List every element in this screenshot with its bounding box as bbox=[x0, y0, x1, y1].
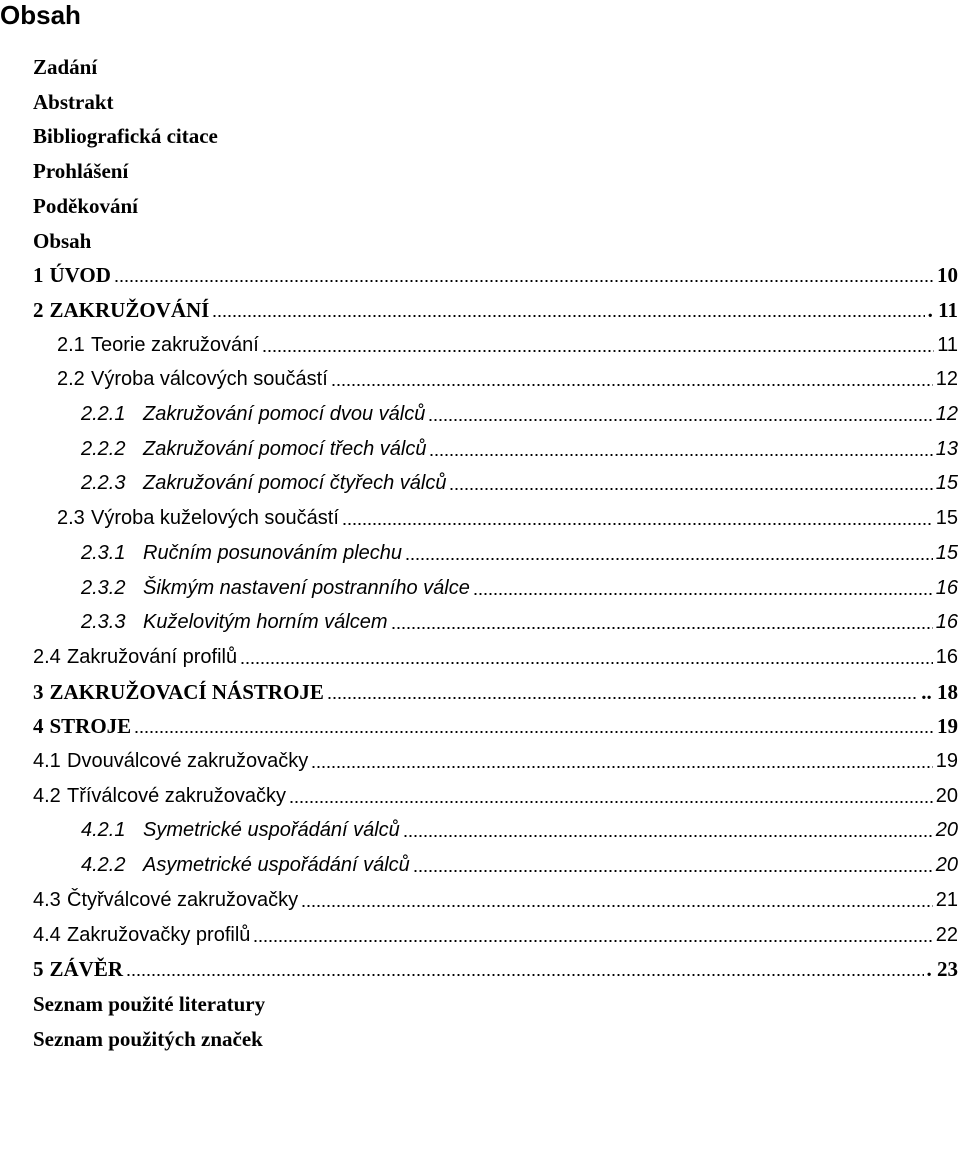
toc-entry-label bbox=[81, 571, 470, 605]
toc-entry-title: Symetrické uspořádání válců bbox=[143, 819, 400, 842]
toc-entry[interactable] bbox=[0, 536, 960, 570]
toc-entry-number: 2 bbox=[33, 297, 44, 322]
toc-entry-label bbox=[33, 640, 237, 674]
toc-entry-label bbox=[57, 362, 328, 396]
toc-entry[interactable] bbox=[0, 952, 960, 986]
toc-entry-label bbox=[33, 883, 298, 917]
toc-entry-title: ZÁVĚR bbox=[49, 957, 124, 982]
toc-entry-title: Zadání bbox=[33, 55, 98, 79]
toc-entry[interactable] bbox=[0, 293, 960, 327]
toc-entry-page: 21 bbox=[935, 888, 958, 911]
toc-entry-label bbox=[33, 779, 286, 813]
toc-entry-title: Výroba kuželových součástí bbox=[91, 507, 339, 530]
toc-entry-page: 15 bbox=[935, 507, 958, 530]
page-title: Obsah bbox=[0, 0, 81, 30]
toc-entry-number: 2.3 bbox=[57, 507, 85, 530]
dot-leader bbox=[473, 593, 933, 595]
toc-entry-number: 2.2.2 bbox=[81, 437, 126, 460]
toc-entry-label bbox=[0, 85, 114, 119]
toc-entry-label bbox=[33, 293, 209, 327]
toc-entry-label bbox=[0, 1022, 263, 1056]
dot-leader bbox=[405, 558, 933, 560]
toc-entry-label bbox=[81, 536, 402, 570]
toc-entry[interactable] bbox=[0, 50, 960, 84]
toc-entry-page: 10 bbox=[937, 263, 958, 288]
toc-entry[interactable] bbox=[0, 605, 960, 639]
toc-entry[interactable] bbox=[0, 1022, 960, 1056]
toc-entry[interactable] bbox=[0, 675, 960, 709]
dot-leader bbox=[327, 697, 918, 699]
dot-leader bbox=[289, 801, 933, 803]
toc-entry-number: 5 bbox=[33, 957, 44, 982]
toc-entry-page: 19 bbox=[937, 714, 958, 739]
toc-entry-number: 4 bbox=[33, 714, 44, 739]
toc-entry[interactable] bbox=[0, 848, 960, 882]
toc-entry-label bbox=[81, 605, 388, 639]
dot-leader bbox=[134, 731, 934, 733]
toc-entry-title: Poděkování bbox=[33, 193, 139, 218]
toc-entry-page: . 11 bbox=[927, 297, 958, 322]
toc-entry-number: 2.2 bbox=[57, 368, 85, 391]
toc-entry[interactable] bbox=[0, 119, 960, 153]
toc-entry[interactable] bbox=[0, 224, 960, 258]
toc-entry-page: 16 bbox=[935, 611, 958, 634]
toc-entry-title: Asymetrické uspořádání válců bbox=[143, 854, 410, 877]
toc-entry-number: 4.2 bbox=[33, 784, 61, 807]
toc-entry-label bbox=[33, 744, 308, 778]
toc-entry-title: Bibliografická citace bbox=[33, 124, 218, 149]
toc-entry-number: 4.2.2 bbox=[81, 854, 126, 877]
toc-entry-label bbox=[0, 987, 265, 1021]
dot-leader bbox=[429, 454, 932, 456]
toc-entry[interactable] bbox=[0, 987, 960, 1021]
toc-entry-number: 4.2.1 bbox=[81, 819, 126, 842]
toc-entry-page: 12 bbox=[935, 368, 958, 391]
toc-entry-page: 13 bbox=[935, 437, 958, 460]
toc-entry[interactable] bbox=[0, 362, 960, 396]
dot-leader bbox=[403, 835, 933, 837]
toc-entry-label bbox=[33, 675, 324, 709]
toc-entry-label bbox=[33, 258, 111, 292]
dot-leader bbox=[240, 662, 933, 664]
toc-entry[interactable] bbox=[0, 154, 960, 188]
toc-entry-label bbox=[0, 50, 97, 84]
toc-entry-page: 12 bbox=[935, 403, 958, 425]
dot-leader bbox=[342, 523, 933, 525]
toc-entry[interactable] bbox=[0, 744, 960, 778]
toc-entry-page: 22 bbox=[935, 923, 958, 946]
toc-entry-label bbox=[33, 918, 250, 952]
toc-entry[interactable] bbox=[0, 85, 960, 119]
toc-entry[interactable] bbox=[0, 397, 960, 431]
toc-entry[interactable] bbox=[0, 328, 960, 362]
toc-entry-title: Obsah bbox=[33, 228, 92, 253]
toc-entry-number: 2.3.3 bbox=[81, 611, 126, 634]
toc-entry-title: Ručním posunováním plechu bbox=[143, 541, 403, 564]
toc-entry-number: 2.2.3 bbox=[81, 472, 126, 495]
toc-entry-title: ZAKRUŽOVACÍ NÁSTROJE bbox=[49, 679, 324, 704]
toc-entry-title: Zakružování pomocí dvou válců bbox=[143, 403, 426, 425]
toc-entry-page: 16 bbox=[935, 645, 958, 668]
toc-entry-page: 15 bbox=[935, 472, 958, 495]
dot-leader bbox=[331, 384, 933, 386]
toc-entry[interactable] bbox=[0, 189, 960, 223]
toc-entry-label bbox=[0, 224, 91, 258]
toc-entry[interactable] bbox=[0, 918, 960, 952]
toc-entry[interactable] bbox=[0, 709, 960, 743]
toc-entry-page: 20 bbox=[935, 854, 958, 877]
toc-entry-page: . 23 bbox=[926, 957, 958, 982]
toc-entry-label bbox=[81, 848, 410, 882]
dot-leader bbox=[311, 766, 933, 768]
toc-entry-title: STROJE bbox=[49, 714, 132, 739]
dot-leader bbox=[391, 627, 933, 629]
toc-entry[interactable] bbox=[0, 813, 960, 847]
dot-leader bbox=[114, 280, 934, 282]
dot-leader bbox=[301, 905, 933, 907]
toc-entry-title: Zakružování pomocí třech válců bbox=[143, 437, 427, 460]
toc-entry-number: 3 bbox=[33, 679, 44, 704]
toc-entry-label bbox=[33, 709, 131, 743]
toc-entry-title: Šikmým nastavení postranního válce bbox=[143, 576, 470, 599]
toc-entry-label bbox=[0, 189, 138, 223]
toc-entry-label bbox=[0, 119, 218, 153]
toc-entry[interactable] bbox=[0, 432, 960, 466]
toc-entry-number: 2.3.1 bbox=[81, 541, 126, 564]
toc-entry-title: Abstrakt bbox=[33, 89, 114, 114]
toc-entry-page: 19 bbox=[935, 750, 958, 772]
toc-entry-label bbox=[57, 328, 259, 362]
dot-leader bbox=[449, 488, 932, 490]
toc-entry-number: 2.3.2 bbox=[81, 576, 126, 599]
toc-entry-number: 1 bbox=[33, 263, 44, 288]
toc-entry[interactable] bbox=[0, 258, 960, 292]
toc-entry-title: Kuželovitým horním válcem bbox=[143, 611, 388, 634]
toc-entry-label bbox=[81, 432, 426, 466]
toc-entry-title: Seznam použité literatury bbox=[33, 991, 266, 1016]
toc-entry-title: Zakružování profilů bbox=[67, 645, 238, 668]
toc-entry[interactable] bbox=[0, 883, 960, 917]
dot-leader bbox=[126, 974, 923, 976]
toc-entry-number: 4.4 bbox=[33, 923, 61, 946]
toc-entry-title: Výroba válcových součástí bbox=[91, 368, 328, 391]
toc-entry-label bbox=[57, 501, 339, 535]
toc-entry[interactable] bbox=[0, 501, 960, 535]
toc-entry-title: Tříválcové zakružovačky bbox=[67, 784, 286, 807]
dot-leader bbox=[212, 315, 924, 317]
dot-leader bbox=[428, 419, 932, 421]
toc-entry-title: ZAKRUŽOVÁNÍ bbox=[49, 297, 210, 322]
toc-entry-number: 2.4 bbox=[33, 645, 61, 668]
toc-entry-title: Dvouválcové zakružovačky bbox=[67, 750, 309, 772]
toc-entry-label bbox=[0, 154, 128, 188]
dot-leader bbox=[262, 350, 934, 352]
toc-entry[interactable] bbox=[0, 640, 960, 674]
toc-entry-title: Zakružovačky profilů bbox=[67, 923, 251, 946]
toc-entry-page: 16 bbox=[935, 576, 958, 599]
toc-entry-number: 2.1 bbox=[57, 333, 85, 356]
toc-entry-title: Prohlášení bbox=[33, 159, 129, 184]
toc-entry-page: 15 bbox=[935, 541, 958, 564]
toc-entry-number: 4.3 bbox=[33, 888, 61, 911]
toc-entry-label bbox=[81, 466, 446, 500]
toc-entry-label bbox=[81, 813, 400, 847]
toc-entry-title: ÚVOD bbox=[49, 263, 111, 288]
dot-leader bbox=[413, 870, 933, 872]
toc-entry-title: Teorie zakružování bbox=[91, 333, 259, 356]
toc-entry[interactable] bbox=[0, 779, 960, 813]
toc-entry-label bbox=[81, 397, 425, 431]
toc-entry-page: .. 18 bbox=[921, 679, 958, 704]
toc-entry-title: Čtyřválcové zakružovačky bbox=[67, 888, 299, 911]
toc-entry-page: 11 bbox=[937, 333, 958, 356]
toc-entry-number: 2.2.1 bbox=[81, 403, 126, 425]
toc-entry-page: 20 bbox=[935, 819, 958, 842]
toc-entry-number: 4.1 bbox=[33, 750, 61, 772]
toc-entry-label bbox=[33, 952, 123, 986]
dot-leader bbox=[253, 940, 932, 942]
toc-entry-page: 20 bbox=[935, 784, 958, 807]
toc-entry-title: Seznam použitých značek bbox=[33, 1026, 263, 1051]
toc-entry[interactable] bbox=[0, 466, 960, 500]
toc-entry[interactable] bbox=[0, 571, 960, 605]
toc-entry-title: Zakružování pomocí čtyřech válců bbox=[143, 472, 447, 495]
